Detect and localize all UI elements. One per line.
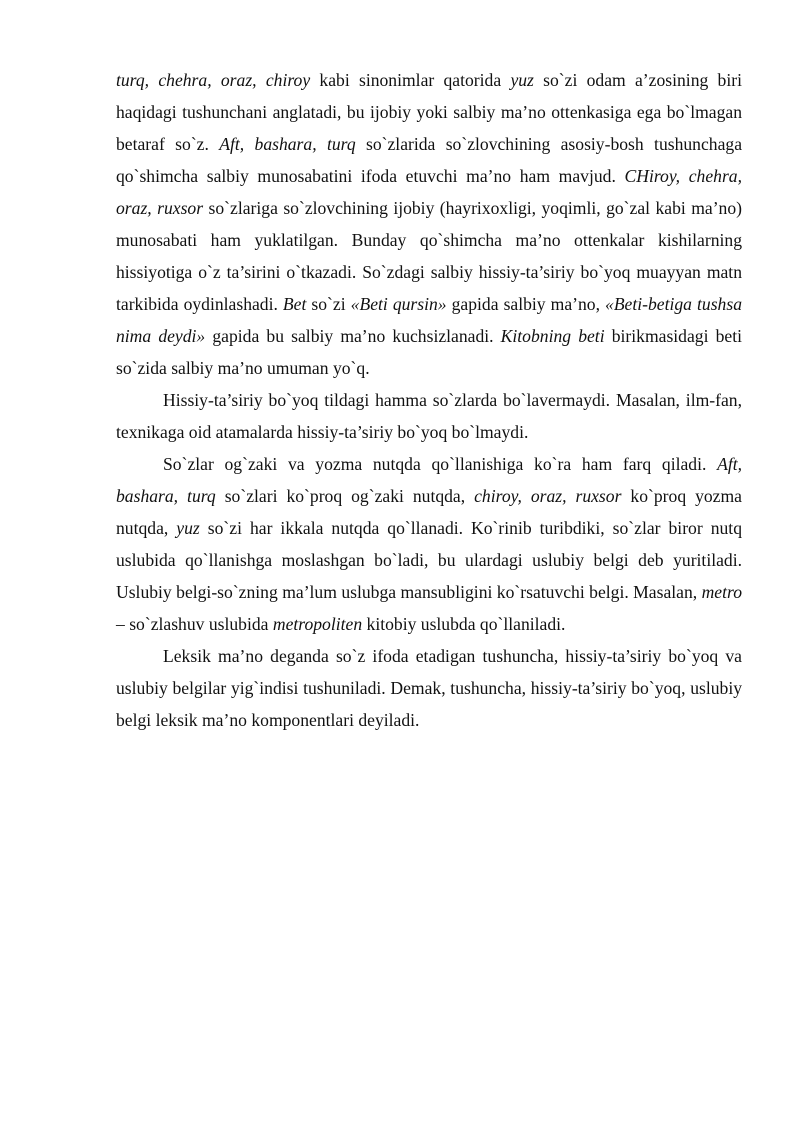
italic-term: «Beti qursin»	[350, 294, 447, 314]
text-run: so`zlarida so`zlovchining asosiy-bosh tushunchaga qo`shimcha salbiy munosabatini ifoda etuvchi ma’no ham mavjud.	[116, 134, 742, 186]
italic-term: yuz	[510, 70, 534, 90]
text-run: kitobiy uslubda qo`llaniladi.	[362, 614, 566, 634]
italic-term: metro	[701, 582, 742, 602]
text-run: So`zlar og`zaki va yozma nutqda qo`llanishiga ko`ra ham farq qiladi.	[163, 454, 718, 474]
italic-term: turq, chehra, oraz, chiroy	[116, 70, 311, 90]
text-run: so`zi	[306, 294, 351, 314]
italic-term: CHiroy, chehra, oraz, ruxsor	[116, 166, 742, 218]
italic-term: Kitobning beti	[500, 326, 605, 346]
italic-term: chiroy, oraz, ruxsor	[474, 486, 622, 506]
text-run: so`zlariga so`zlovchining ijobiy (hayrixoxligi, yoqimli, go`zal kabi ma’no) munosabati ham yuklatilgan. Bunday qo`shimcha ma’no ottenkalar kishilarning hissiyotiga o`z ta’sirini o`tkazadi. So`zdagi salbiy hissiy-ta’siriy bo`yoq muayyan matn tarkibida oydinlashadi.	[116, 198, 743, 314]
paragraph	[116, 640, 742, 736]
text-run: gapida bu salbiy ma’no kuchsizlanadi.	[205, 326, 501, 346]
paragraph	[116, 448, 742, 640]
text-run: so`zi har ikkala nutqda qo`llanadi. Ko`rinib turibdiki, so`zlar biror nutq uslubida qo`llanishga moslashgan bo`ladi, bu ulardagi uslubiy belgi deb yuritiladi. Uslubiy belgi-so`zning ma’lum uslubga mansubligini ko`rsatuvchi belgi. Masalan,	[116, 518, 742, 602]
italic-term: Bet	[282, 294, 307, 314]
text-run: so`zi odam a’zosining biri haqidagi tushunchani anglatadi, bu ijobiy yoki salbiy ma’no ottenkasiga ega bo`lmagan betaraf so`z.	[116, 70, 742, 154]
text-run: Hissiy-ta’siriy bo`yoq tildagi hamma so`zlarda bo`lavermaydi. Masalan, ilm-fan, texnikaga oid atamalarda hissiy-ta’siriy bo`yoq bo`lmaydi.	[116, 390, 742, 442]
document-page	[116, 64, 742, 736]
italic-term: «Beti-betiga tushsa nima deydi»	[116, 294, 742, 346]
italic-term: Aft, bashara, turq	[116, 454, 742, 506]
paragraph	[116, 64, 742, 384]
text-run: ko`proq yozma nutqda,	[116, 486, 742, 538]
italic-term: yuz	[176, 518, 200, 538]
text-run: birikmasidagi beti so`zida salbiy ma’no umuman yo`q.	[116, 326, 742, 378]
paragraph	[116, 384, 742, 448]
text-run: – so`zlashuv uslubida	[116, 614, 273, 634]
text-run: kabi sinonimlar qatorida	[310, 70, 511, 90]
italic-term: Aft, bashara, turq	[219, 134, 356, 154]
italic-term: metropoliten	[272, 614, 363, 634]
text-run: gapida salbiy ma’no,	[446, 294, 606, 314]
text-run: so`zlari ko`proq og`zaki nutqda,	[215, 486, 475, 506]
text-run: Leksik ma’no deganda so`z ifoda etadigan tushuncha, hissiy-ta’siriy bo`yoq va uslubiy belgilar yig`indisi tushuniladi. Demak, tushuncha, hissiy-ta’siriy bo`yoq, uslubiy belgi leksik ma’no komponentlari deyiladi.	[116, 646, 742, 730]
